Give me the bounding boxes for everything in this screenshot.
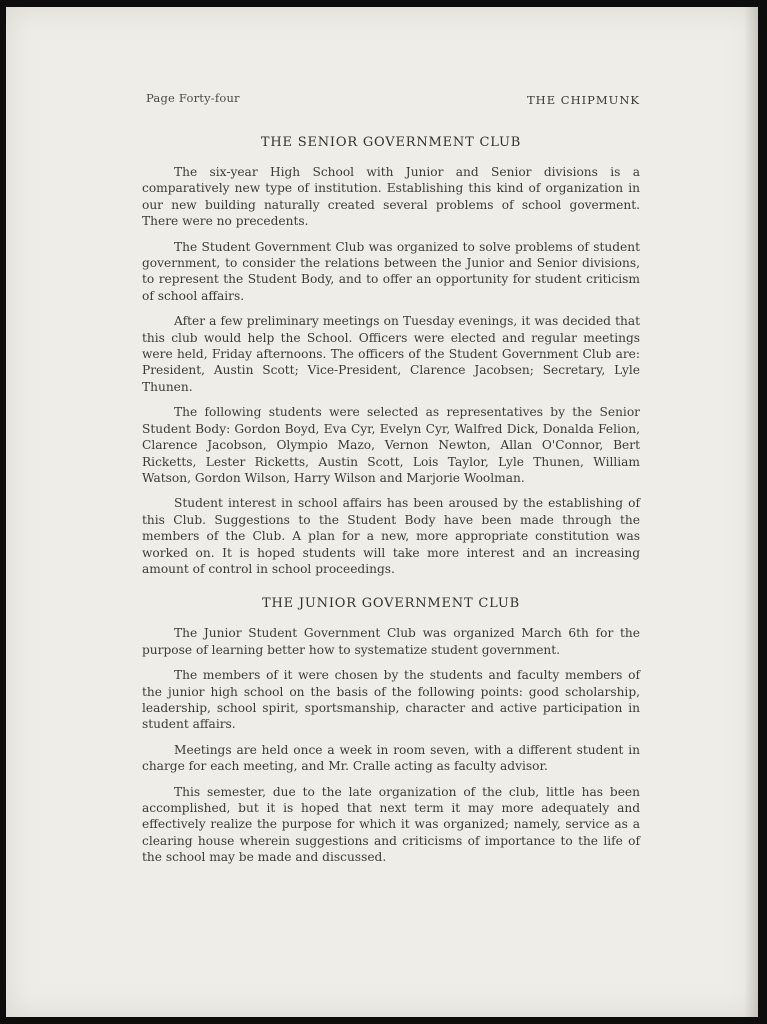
document-page (6, 7, 758, 1017)
page-edge-shadow (744, 7, 758, 1017)
publication-title: THE CHIPMUNK (527, 93, 640, 107)
page-body (142, 135, 640, 875)
section-spacer (142, 586, 640, 596)
paragraph: The members of it were chosen by the students and faculty members of the junior high school on the basis of the following points: good scholarship, leadership, school spirit, sportsmanship, character and active participation in student affairs. (142, 668, 640, 732)
paragraph: The following students were selected as representatives by the Senior Student Body: Gordon Boyd, Eva Cyr, Evelyn Cyr, Walfred Dick, Donalda Felion, Clarence Jacobson, Olympio Mazo, Vernon Newton, Allan O'Connor, Bert Ricketts, Lester Ricketts, Austin Scott, Lois Taylor, Lyle Thunen, William Watson, Gordon Wilson, Harry Wilson and Marjorie Woolman. (142, 405, 640, 485)
paragraph: Meetings are held once a week in room seven, with a different student in charge for each meeting, and Mr. Cralle acting as faculty advisor. (142, 742, 640, 774)
paragraph: The six-year High School with Junior and Senior divisions is a comparatively new type of institution. Establishing this kind of organization in our new building naturally created several problems of school goverment. There were no precedents. (142, 165, 640, 229)
senior-government-club-section (142, 135, 640, 577)
page-number-label: Page Forty-four (146, 91, 240, 105)
section-title: THE JUNIOR GOVERNMENT CLUB (262, 596, 520, 612)
paragraph: This semester, due to the late organization of the club, little has been accomplished, but it is hoped that next term it may more adequately and effectively realize the purpose for which it was organized; namely, service as a clearing house wherein suggestions and criticisms of importance to the life of the school may be made and discussed. (142, 784, 640, 865)
paragraph: The Student Government Club was organized to solve problems of student government, to consider the relations between the Junior and Senior divisions, to represent the Student Body, and to offer an opportunity for student criticism of school affairs. (142, 239, 640, 303)
paragraph: The Junior Student Government Club was organized March 6th for the purpose of learning better how to systematize student government. (142, 626, 640, 657)
paragraph: Student interest in school affairs has been aroused by the establishing of this Club. Suggestions to the Student Body have been made through the members of the Club. A plan for a new, more appropriate constitution was worked on. It is hoped students will take more interest and an increasing amount of control in school proceedings. (142, 496, 640, 576)
junior-government-club-section (142, 596, 640, 865)
paragraph: After a few preliminary meetings on Tuesday evenings, it was decided that this club would help the School. Officers were elected and regular meetings were held, Friday afternoons. The officers of the Student Government Club are: President, Austin Scott; Vice-President, Clarence Jacobsen; Secretary, Lyle Thunen. (142, 314, 640, 394)
section-title: THE SENIOR GOVERNMENT CLUB (260, 135, 522, 150)
